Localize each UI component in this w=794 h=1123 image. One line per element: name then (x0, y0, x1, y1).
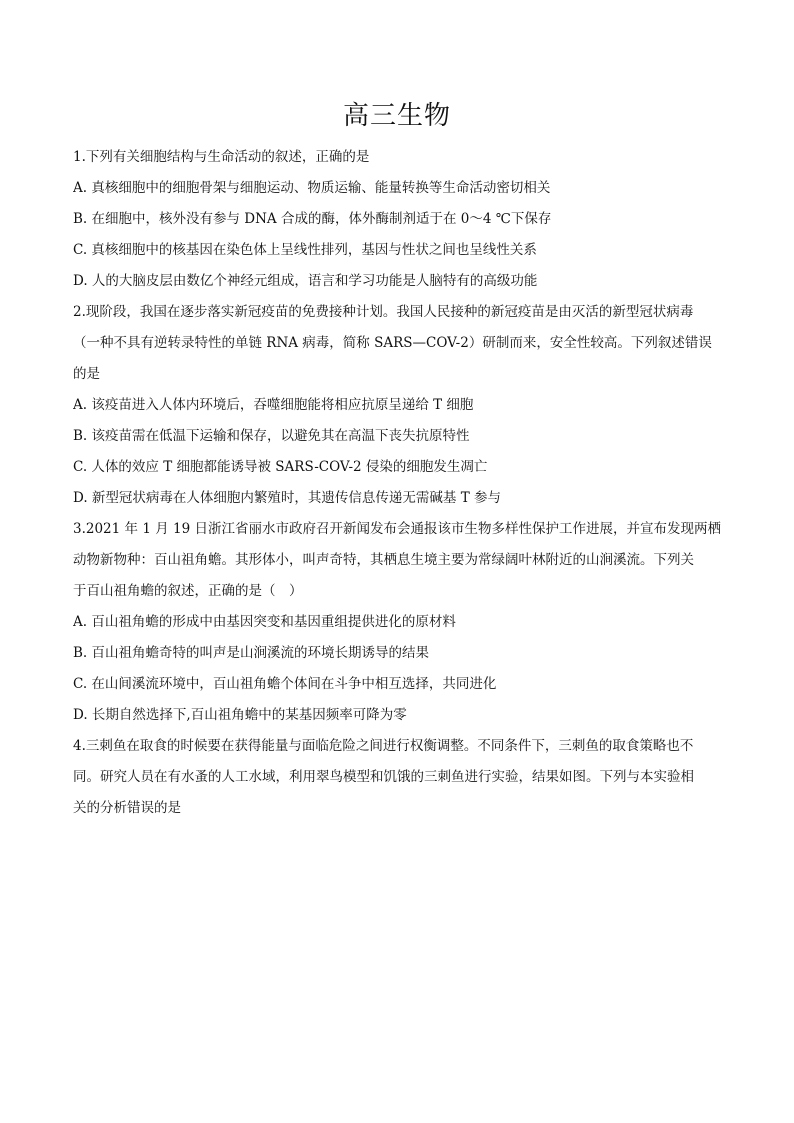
question-1-stem: 1.下列有关细胞结构与生命活动的叙述，正确的是 (73, 149, 370, 165)
question-3-stem-line-2: 动物新物种：百山祖角蟾。其形体小，叫声奇特，其栖息生境主要为常绿阔叶林附近的山涧溪流。下列关 (73, 552, 694, 568)
question-content (73, 142, 723, 824)
question-2-option-d: D. 新型冠状病毒在人体细胞内繁殖时，其遗传信息传递无需碱基 T 参与 (73, 490, 502, 506)
question-3-option-a: A. 百山祖角蟾的形成中由基因突变和基因重组提供进化的原材料 (73, 614, 456, 630)
question-1-option-b: B. 在细胞中，核外没有参与 DNA 合成的酶，体外酶制剂适于在 0～4 ℃下保存 (73, 211, 552, 227)
question-1-option-c: C. 真核细胞中的核基因在染色体上呈线性排列，基因与性状之间也呈线性关系 (73, 242, 537, 258)
question-3-option-c: C. 在山间溪流环境中，百山祖角蟾个体间在斗争中相互选择，共同进化 (73, 676, 497, 692)
question-1-option-d: D. 人的大脑皮层由数亿个神经元组成，语言和学习功能是人脑特有的高级功能 (73, 273, 538, 289)
question-3-stem-line-1: 3.2021 年 1 月 19 日浙江省丽水市政府召开新闻发布会通报该市生物多样性保护工作进展，并宣布发现两栖 (73, 521, 721, 537)
question-4-stem-line-2: 同。研究人员在有水蚤的人工水域，利用翠鸟模型和饥饿的三刺鱼进行实验，结果如图。下列与本实验相 (73, 769, 694, 785)
question-3-stem-line-3: 于百山祖角蟾的叙述，正确的是（ ） (73, 583, 303, 599)
question-4-stem-line-3: 关的分析错误的是 (73, 800, 181, 816)
question-2-option-b: B. 该疫苗需在低温下运输和保存，以避免其在高温下丧失抗原特性 (73, 428, 470, 444)
question-4-stem-line-1: 4.三刺鱼在取食的时候要在获得能量与面临危险之间进行权衡调整。不同条件下，三刺鱼的取食策略也不 (73, 738, 694, 754)
question-3-option-b: B. 百山祖角蟾奇特的叫声是山涧溪流的环境长期诱导的结果 (73, 645, 430, 661)
question-2-stem-line-1: 2.现阶段，我国在逐步落实新冠疫苗的免费接种计划。我国人民接种的新冠疫苗是由灭活的新型冠状病毒 (73, 304, 694, 320)
question-2-stem-line-3: 的是 (73, 366, 100, 382)
question-3-option-d: D. 长期自然选择下,百山祖角蟾中的某基因频率可降为零 (73, 707, 407, 723)
page-title: 高三生物 (342, 101, 451, 131)
question-1-option-a: A. 真核细胞中的细胞骨架与细胞运动、物质运输、能量转换等生命活动密切相关 (73, 180, 551, 196)
question-2-stem-line-2: （一种不具有逆转录特性的单链 RNA 病毒，简称 SARS—COV-2）研制而来，安全性较高。下列叙述错误 (73, 335, 712, 351)
question-2-option-c: C. 人体的效应 T 细胞都能诱导被 SARS-COV-2 侵染的细胞发生凋亡 (73, 459, 488, 475)
question-2-option-a: A. 该疫苗进入人体内环境后，吞噬细胞能将相应抗原呈递给 T 细胞 (73, 397, 474, 413)
